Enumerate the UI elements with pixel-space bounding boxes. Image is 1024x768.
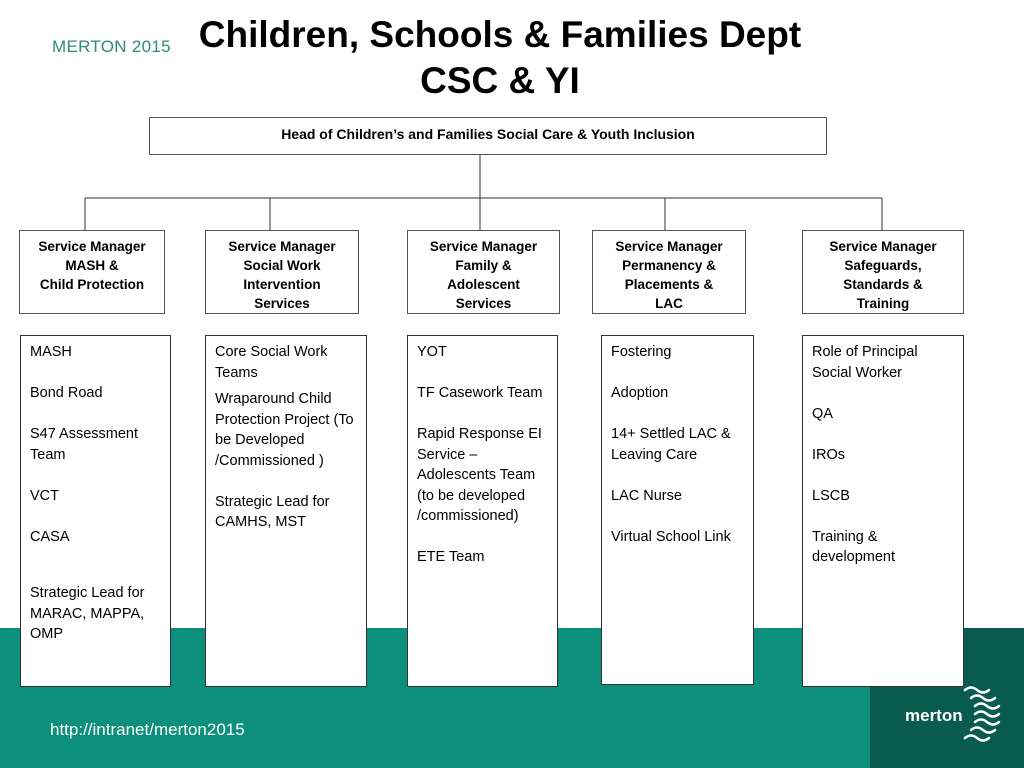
manager-line: Service Manager: [228, 239, 336, 254]
team-item: Bond Road: [30, 385, 103, 401]
manager-line: Standards &: [843, 277, 923, 292]
manager-line: Adolescent: [447, 277, 520, 292]
intranet-url: http://intranet/merton2015: [50, 720, 245, 739]
manager-line: Service Manager: [429, 239, 538, 254]
head-of-service-box: Head of Children’s and Families Social Care & Youth Inclusion: [149, 117, 827, 155]
team-item: Strategic Lead for MARAC, MAPPA, OMP: [30, 585, 145, 642]
team-item: YOT: [417, 344, 447, 360]
team-item: Wraparound Child Protection Project (To be Developed /Commissioned ): [215, 391, 354, 469]
team-item: MASH: [30, 344, 72, 360]
manager-line: Service Manager: [38, 239, 146, 254]
merton-logo: [905, 684, 1000, 744]
title-line-1: Children, Schools & Families Dept: [198, 14, 802, 55]
manager-line: MASH &: [65, 258, 119, 273]
team-item: ETE Team: [417, 549, 485, 565]
team-item: QA: [812, 405, 833, 422]
manager-line: Placements &: [624, 277, 714, 292]
manager-box-permanency: [592, 230, 746, 314]
team-item: CASA: [30, 528, 70, 545]
team-item: Core Social Work Teams: [215, 344, 328, 381]
team-box-mash: [20, 335, 171, 687]
manager-line: Intervention: [243, 277, 321, 292]
team-item: 14+ Settled LAC & Leaving Care: [611, 426, 731, 463]
team-box-social-work: [205, 335, 367, 687]
team-item: S47 Assessment Team: [30, 426, 138, 463]
manager-line: Services: [455, 296, 512, 311]
manager-box-family-adolescent: [407, 230, 560, 314]
team-item: LAC Nurse: [611, 487, 682, 504]
manager-box-mash: [19, 230, 165, 314]
manager-box-social-work: [205, 230, 359, 314]
team-item: IROs: [812, 446, 846, 463]
team-item: TF Casework Team: [417, 385, 543, 401]
team-box-family-adolescent: [407, 335, 558, 687]
manager-line: Service Manager: [829, 239, 937, 254]
team-item: Strategic Lead for CAMHS, MST: [215, 493, 330, 530]
manager-line: Child Protection: [39, 277, 145, 292]
team-item: Fostering: [611, 344, 672, 360]
logo-wordmark: merton: [905, 706, 963, 725]
title-line-2: CSC & YI: [420, 60, 580, 101]
team-item: Virtual School Link: [611, 528, 731, 545]
manager-line: Social Work: [243, 258, 321, 273]
manager-line: Training: [856, 296, 910, 311]
team-box-permanency: [601, 335, 754, 685]
team-item: Role of Principal Social Worker: [812, 344, 918, 381]
wave-icon: [957, 684, 1001, 744]
team-item: Adoption: [611, 385, 669, 401]
manager-line: LAC: [655, 296, 683, 311]
manager-line: Service Manager: [615, 239, 723, 254]
team-box-safeguards: [802, 335, 964, 687]
brand-label: MERTON 2015: [52, 37, 171, 56]
team-item: VCT: [30, 487, 59, 504]
team-item: LSCB: [812, 487, 850, 504]
manager-line: Family &: [455, 258, 512, 273]
manager-box-safeguards: [802, 230, 964, 314]
team-item: Training & development: [812, 528, 896, 565]
manager-line: Services: [254, 296, 310, 311]
team-item: Rapid Response EI Service – Adolescents Team (to be developed /commissioned): [417, 426, 542, 524]
manager-line: Permanency &: [622, 258, 716, 273]
manager-line: Safeguards,: [844, 258, 922, 273]
